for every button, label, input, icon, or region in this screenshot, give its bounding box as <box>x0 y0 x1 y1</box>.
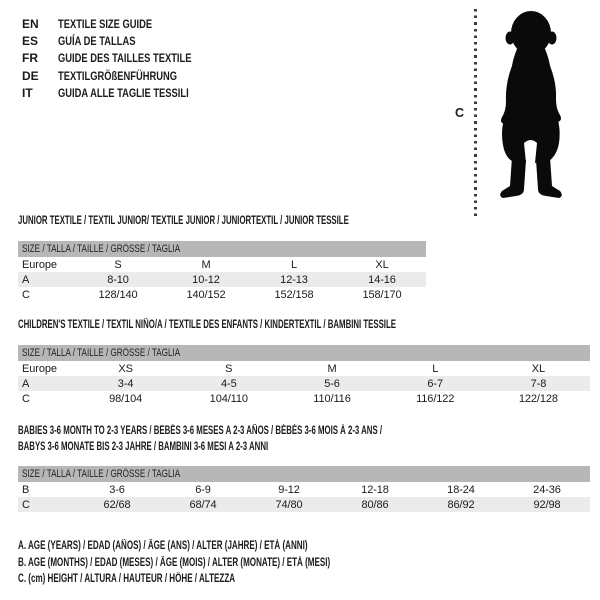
size-cell: 12-18 <box>361 483 389 496</box>
size-cell: L <box>432 362 439 375</box>
size-header-text: SIZE / TALLA / TAILLE / GRÖSSE / TAGLIA <box>22 347 181 359</box>
note-age-months <box>18 555 464 572</box>
note-text: A. AGE (YEARS) / EDAD (AÑOS) / ÂGE (ANS) / ALTER (JAHRE) / ETÀ (ANNI) <box>18 540 308 553</box>
table-row <box>18 391 590 406</box>
size-cell: 62/68 <box>103 498 131 511</box>
section-title-babies-line2 <box>18 441 386 454</box>
guide-title: GUIDA ALLE TAGLIE TESSILI <box>58 85 189 100</box>
size-cell: 18-24 <box>447 483 475 496</box>
size-cell: 24-36 <box>533 483 561 496</box>
row-label: C <box>22 392 30 405</box>
size-cell: 6-7 <box>427 377 444 390</box>
height-dotted-line <box>474 9 477 219</box>
lang-row-de <box>22 67 229 84</box>
guide-title: TEXTILE SIZE GUIDE <box>58 16 153 31</box>
size-cell: 10-12 <box>192 273 220 286</box>
table-row <box>18 376 590 391</box>
row-label: Europe <box>22 258 57 271</box>
note-age-years <box>18 538 464 555</box>
size-cell: 3-6 <box>109 483 125 496</box>
row-label: C <box>22 288 30 301</box>
size-cell: 6-9 <box>195 483 211 496</box>
section-title-text: JUNIOR TEXTILE / TEXTIL JUNIOR/ TEXTILE JUNIOR / JUNIORTEXTIL / JUNIOR TESSILE <box>18 215 349 227</box>
size-cell: 8-10 <box>107 273 129 286</box>
size-cell: L <box>290 258 298 271</box>
guide-title: TEXTILGRÖßENFÜHRUNG <box>58 68 178 83</box>
lang-row-es <box>22 32 229 49</box>
size-cell: 80/86 <box>361 498 389 511</box>
size-cell: S <box>225 362 233 375</box>
size-cell: 152/158 <box>274 288 314 301</box>
size-table-header <box>18 466 590 482</box>
row-label: A <box>22 273 30 286</box>
size-table-header <box>18 241 426 257</box>
language-title-list <box>22 15 229 101</box>
row-label: Europe <box>22 362 57 375</box>
children-size-table <box>18 345 590 406</box>
size-cell: 86/92 <box>447 498 475 511</box>
size-cell: 4-5 <box>221 377 237 390</box>
note-text: C. (cm) HEIGHT / ALTURA / HAUTEUR / HÖHE / ALTEZZA <box>18 573 236 586</box>
lang-code: ES <box>22 33 39 48</box>
size-cell: 74/80 <box>275 498 303 511</box>
size-header-text: SIZE / TALLA / TAILLE / GRÖSSE / TAGLIA <box>22 243 181 255</box>
size-cell: XS <box>118 362 133 375</box>
section-title-children <box>18 319 574 332</box>
toddler-silhouette-icon <box>485 9 577 211</box>
table-rows <box>18 257 426 302</box>
lang-row-en <box>22 15 229 32</box>
table-row <box>18 272 426 287</box>
babies-size-table <box>18 466 590 512</box>
size-cell: 14-16 <box>368 273 396 286</box>
size-cell: 12-13 <box>280 273 308 286</box>
section-title-text: CHILDREN'S TEXTILE / TEXTIL NIÑO/A / TEXTILE DES ENFANTS / KINDERTEXTIL / BAMBINI TESSILE <box>18 319 396 331</box>
table-rows <box>18 361 590 406</box>
lang-row-fr <box>22 50 229 67</box>
table-row <box>18 497 590 512</box>
table-row <box>18 257 426 272</box>
junior-size-table <box>18 241 426 302</box>
lang-code: IT <box>22 85 33 100</box>
size-cell: 3-4 <box>117 377 134 390</box>
row-label: A <box>22 377 30 390</box>
row-label: B <box>22 483 30 496</box>
size-header-text: SIZE / TALLA / TAILLE / GRÖSSE / TAGLIA <box>22 468 181 480</box>
lang-code: FR <box>22 51 38 66</box>
guide-title: GUÍA DE TALLAS <box>58 33 136 48</box>
height-measure-label: C <box>455 106 465 120</box>
note-text: B. AGE (MONTHS) / EDAD (MESES) / ÂGE (MOIS) / ALTER (MONATE) / ETÀ (MESI) <box>18 556 331 569</box>
section-title-junior <box>18 215 504 228</box>
lang-code: EN <box>22 16 39 31</box>
size-cell: XL <box>375 258 389 271</box>
table-rows <box>18 482 590 512</box>
size-cell: M <box>327 362 337 375</box>
size-cell: 92/98 <box>533 498 561 511</box>
size-cell: S <box>114 258 122 271</box>
table-row <box>18 361 590 376</box>
table-row <box>18 287 426 302</box>
size-table-header <box>18 345 590 361</box>
size-cell: 110/116 <box>313 392 351 405</box>
lang-row-it <box>22 84 229 101</box>
size-cell: 140/152 <box>186 288 226 301</box>
section-title-text: BABIES 3-6 MONTH TO 2-3 YEARS / BEBÉS 3-6 MESES A 2-3 AÑOS / BÉBÉS 3-6 MOIS À 2-3 ANS / <box>18 425 383 437</box>
lang-code: DE <box>22 68 39 83</box>
size-cell: 98/104 <box>109 392 143 405</box>
size-cell: 5-6 <box>324 377 340 390</box>
section-title-text: BABYS 3-6 MONATE BIS 2-3 JAHRE / BAMBINI 3-6 MESI A 2-3 ANNI <box>18 441 269 453</box>
size-cell: 128/140 <box>98 288 138 301</box>
size-cell: 68/74 <box>189 498 217 511</box>
guide-title: GUIDE DES TAILLES TEXTILE <box>58 51 192 66</box>
legend-notes <box>18 538 464 588</box>
row-label: C <box>22 498 30 511</box>
size-cell: 116/122 <box>416 392 455 405</box>
section-title-babies-line1 <box>18 425 553 438</box>
size-cell: 9-12 <box>278 483 300 496</box>
size-cell: M <box>201 258 211 271</box>
size-cell: 158/170 <box>362 288 402 301</box>
size-cell: 122/128 <box>518 392 558 405</box>
size-cell: 104/110 <box>209 392 248 405</box>
table-row <box>18 482 590 497</box>
size-cell: XL <box>531 362 546 375</box>
note-height-cm <box>18 571 464 588</box>
size-cell: 7-8 <box>530 377 547 390</box>
